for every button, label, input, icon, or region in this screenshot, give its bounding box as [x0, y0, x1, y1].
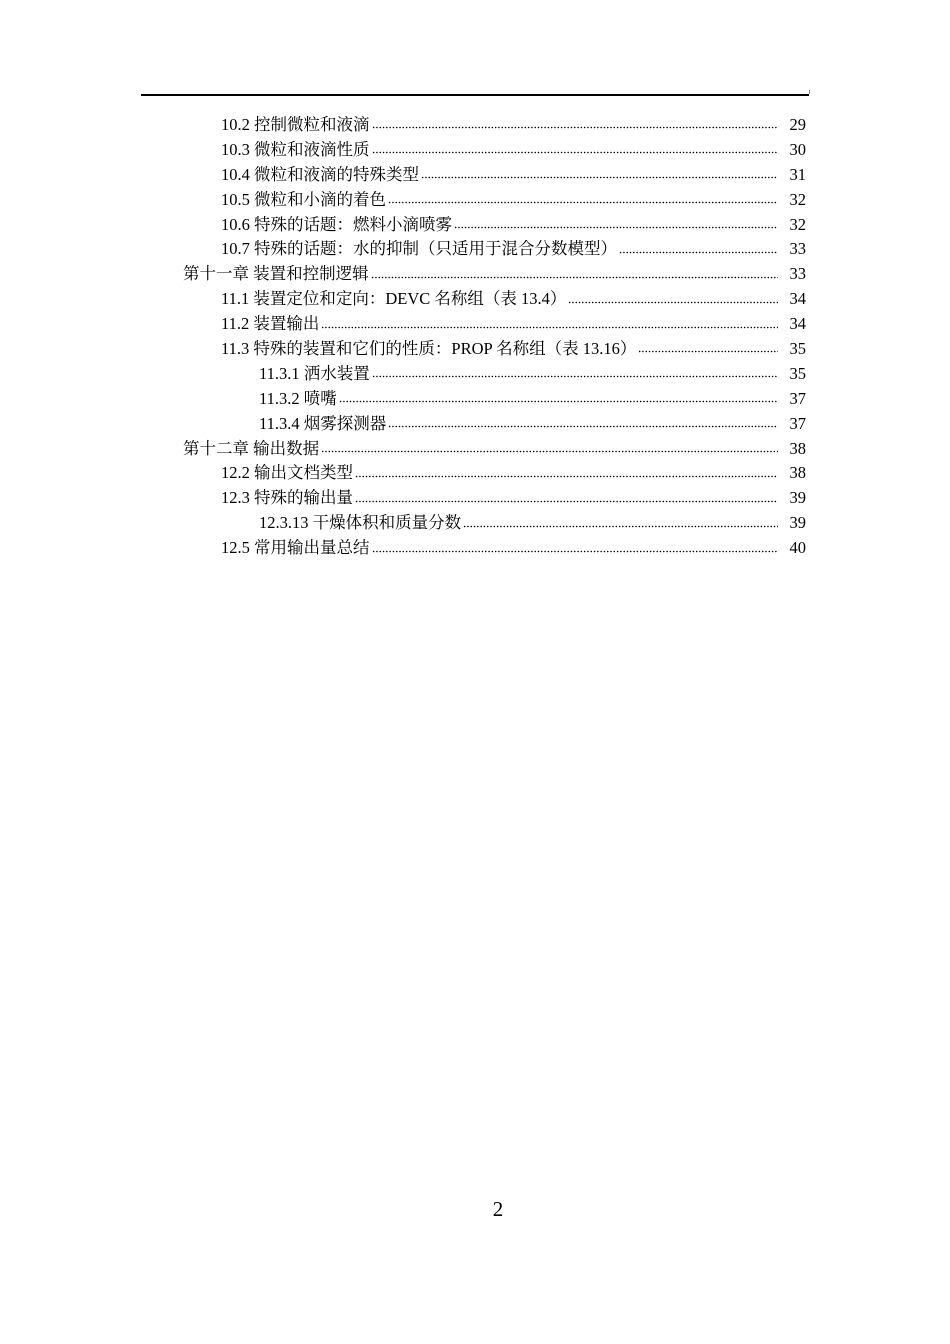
- toc-subentry[interactable]: [0, 412, 950, 437]
- toc-entry-label: 10.4 微粒和液滴的特殊类型: [221, 164, 419, 184]
- toc-entry-page: 37: [789, 388, 806, 408]
- toc-entry-label: 12.5 常用输出量总结: [221, 538, 370, 558]
- toc-entry[interactable]: [0, 536, 950, 561]
- toc-entry[interactable]: [0, 486, 950, 511]
- toc-dot-leader: [388, 200, 778, 206]
- toc-entry[interactable]: [0, 461, 950, 486]
- header-rule-tick: [809, 90, 810, 94]
- toc-entry-page: 29: [789, 115, 806, 134]
- toc-entry-label: 11.3.1 洒水装置: [259, 363, 370, 383]
- toc-subentry[interactable]: [0, 362, 950, 387]
- toc-entry-page: 34: [789, 289, 806, 309]
- toc-dot-leader: [463, 523, 778, 529]
- toc-entry[interactable]: [0, 213, 950, 238]
- toc-entry-label: 10.5 微粒和小滴的着色: [221, 189, 386, 209]
- toc-entry-label: 第十二章 输出数据: [183, 438, 320, 458]
- toc-dot-leader: [371, 274, 778, 280]
- toc-entry-label: 10.6 特殊的话题：燃料小滴喷雾: [221, 214, 452, 234]
- toc-entry-page: 38: [789, 438, 806, 458]
- toc-entry-page: 31: [789, 164, 806, 184]
- toc-dot-leader: [372, 150, 779, 156]
- toc-entry-label: 11.1 装置定位和定向：DEVC 名称组（表 13.4）: [221, 289, 567, 309]
- toc-dot-leader: [372, 125, 779, 131]
- toc-dot-leader: [619, 249, 778, 255]
- toc-dot-leader: [321, 448, 778, 454]
- toc-dot-leader: [372, 548, 779, 554]
- toc-entry-page: 32: [789, 214, 806, 234]
- toc-chapter-entry[interactable]: [0, 262, 950, 287]
- toc-dot-leader: [339, 399, 778, 405]
- toc-entry-page: 39: [789, 513, 806, 533]
- toc-entry-page: 32: [789, 189, 806, 209]
- toc-entry-label: 10.3 微粒和液滴性质: [221, 139, 370, 159]
- toc-entry-label: 第十一章 装置和控制逻辑: [183, 264, 369, 284]
- page-number: 2: [492, 1197, 504, 1221]
- toc-entry[interactable]: [0, 312, 950, 337]
- toc-entry-page: 30: [789, 139, 806, 159]
- toc-entry-page: 39: [789, 488, 806, 508]
- toc-entry-label: 12.2 输出文档类型: [221, 463, 353, 483]
- toc-dot-leader: [388, 424, 778, 430]
- toc-entry-label: 11.3.2 喷嘴: [259, 388, 337, 408]
- toc-dot-leader: [454, 224, 778, 230]
- toc-dot-leader: [321, 324, 778, 330]
- toc-entry[interactable]: [0, 163, 950, 188]
- toc-entry[interactable]: [0, 113, 950, 138]
- toc-dot-leader: [372, 374, 778, 380]
- table-of-contents: [0, 113, 950, 561]
- toc-entry-label: 11.3.4 烟雾探测器: [259, 413, 387, 433]
- toc-entry-label: 12.3.13 干燥体积和质量分数: [259, 513, 462, 533]
- toc-entry-label: 11.3 特殊的装置和它们的性质：PROP 名称组（表 13.16）: [221, 339, 637, 359]
- toc-entry-page: 33: [789, 264, 806, 284]
- toc-entry-page: 35: [789, 339, 806, 359]
- toc-dot-leader: [421, 175, 778, 181]
- toc-entry-page: 34: [789, 314, 806, 334]
- toc-subentry[interactable]: [0, 511, 950, 536]
- toc-entry-label: 12.3 特殊的输出量: [221, 488, 353, 508]
- toc-entry[interactable]: [0, 188, 950, 213]
- toc-entry-page: 33: [789, 239, 806, 259]
- header-rule: [141, 94, 809, 96]
- toc-dot-leader: [568, 299, 778, 305]
- toc-entry[interactable]: [0, 287, 950, 312]
- toc-entry-label: 11.2 装置输出: [221, 314, 320, 334]
- toc-dot-leader: [638, 349, 778, 355]
- toc-entry-page: 37: [789, 413, 806, 433]
- toc-entry-page: 35: [789, 363, 806, 383]
- toc-entry[interactable]: [0, 237, 950, 262]
- toc-entry[interactable]: [0, 138, 950, 163]
- toc-entry-page: 38: [789, 463, 806, 483]
- toc-dot-leader: [355, 473, 778, 479]
- toc-entry-page: 40: [789, 538, 806, 558]
- toc-subentry[interactable]: [0, 387, 950, 412]
- toc-dot-leader: [355, 498, 778, 504]
- toc-entry[interactable]: [0, 337, 950, 362]
- toc-entry-label: 10.2 控制微粒和液滴: [221, 115, 370, 134]
- toc-entry-label: 10.7 特殊的话题：水的抑制（只适用于混合分数模型）: [221, 239, 617, 259]
- toc-chapter-entry[interactable]: [0, 437, 950, 462]
